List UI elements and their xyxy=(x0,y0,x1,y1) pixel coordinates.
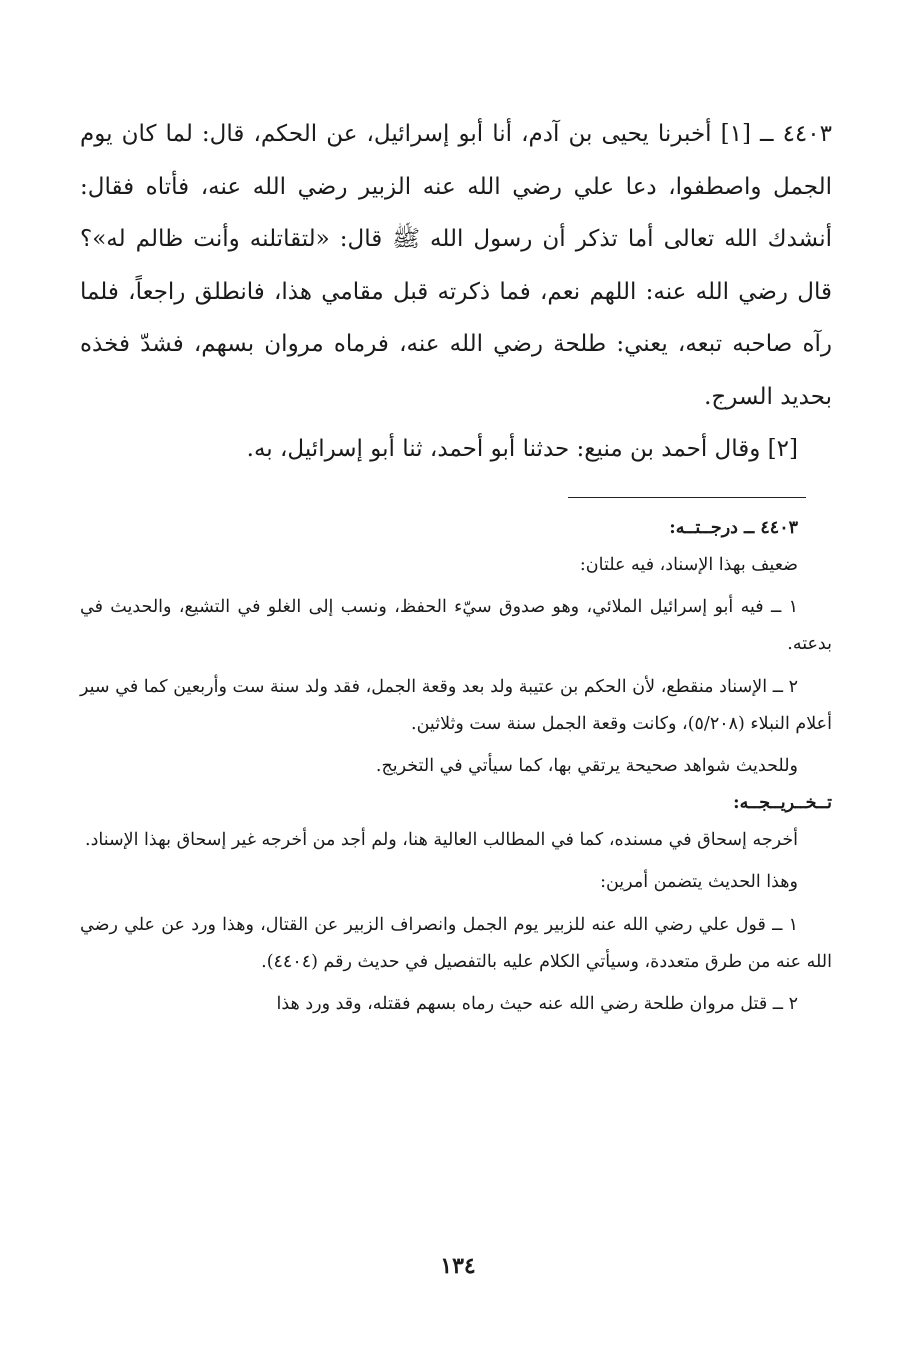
grade-item-1: ١ ــ فيه أبو إسرائيل الملائي، وهو صدوق سيّء الحفظ، ونسب إلى الغلو في التشيع، والحديث في بدعته. xyxy=(80,597,832,655)
takhrij-item-2: ٢ ــ قتل مروان طلحة رضي الله عنه حيث رماه بسهم فقتله، وقد ورد هذا xyxy=(276,994,798,1015)
hadith-paragraph-2: [٢] وقال أحمد بن منيع: حدثنا أبو أحمد، ثنا أبو إسرائيل، به. xyxy=(246,436,798,462)
grade-intro: ضعيف بهذا الإسناد، فيه علتان: xyxy=(579,554,798,575)
page-number: ١٣٤ xyxy=(440,1253,476,1279)
hadith-text xyxy=(80,108,832,476)
grade-item-2: ٢ ــ الإسناد منقطع، لأن الحكم بن عتيبة ولد بعد وقعة الجمل، فقد ولد سنة ست وأربعين كما في سير أعلام النبلاء (٥/٢٠٨)، وكانت وقعة الجمل سنة ست وثلاثين. xyxy=(80,676,832,734)
footnote-divider xyxy=(568,497,806,498)
takhrij-item-1: ١ ــ قول علي رضي الله عنه للزبير يوم الجمل وانصراف الزبير عن القتال، وهذا ورد عن علي رضي الله عنه من طرق متعددة، وسيأتي الكلام عليه بالتفصيل في حديث رقم (٤٤٠٤). xyxy=(80,915,832,972)
takhrij-intro: وهذا الحديث يتضمن أمرين: xyxy=(600,872,798,893)
commentary-notes xyxy=(80,510,832,1023)
grade-heading: ٤٤٠٣ ــ درجــتــه: xyxy=(669,518,798,538)
takhrij-text: أخرجه إسحاق في مسنده، كما في المطالب العالية هنا، ولم أجد من أخرجه غير إسحاق بهذا الإسناد. xyxy=(85,829,798,850)
grade-conclusion: وللحديث شواهد صحيحة يرتقي بها، كما سيأتي في التخريج. xyxy=(375,756,798,777)
takhrij-heading: تــخــريــجــه: xyxy=(733,792,832,813)
hadith-paragraph-1: ٤٤٠٣ ــ [١] أخبرنا يحيى بن آدم، أنا أبو إسرائيل، عن الحكم، قال: لما كان يوم الجمل واصطفوا، دعا علي رضي الله عنه الزبير رضي الله عنه، فأتاه فقال: أنشدك الله تعالى أما تذكر أن رسول الله ﷺ قال: «لتقاتلنه وأنت ظالم له»؟ قال رضي الله عنه: اللهم نعم، فما ذكرته قبل مقامي هذا، فانطلق راجعاً، فلما رآه صاحبه تبعه، يعني: طلحة رضي الله عنه، فرماه مروان بسهم، فشدّ فخذه بحديد السرج. xyxy=(80,121,832,410)
